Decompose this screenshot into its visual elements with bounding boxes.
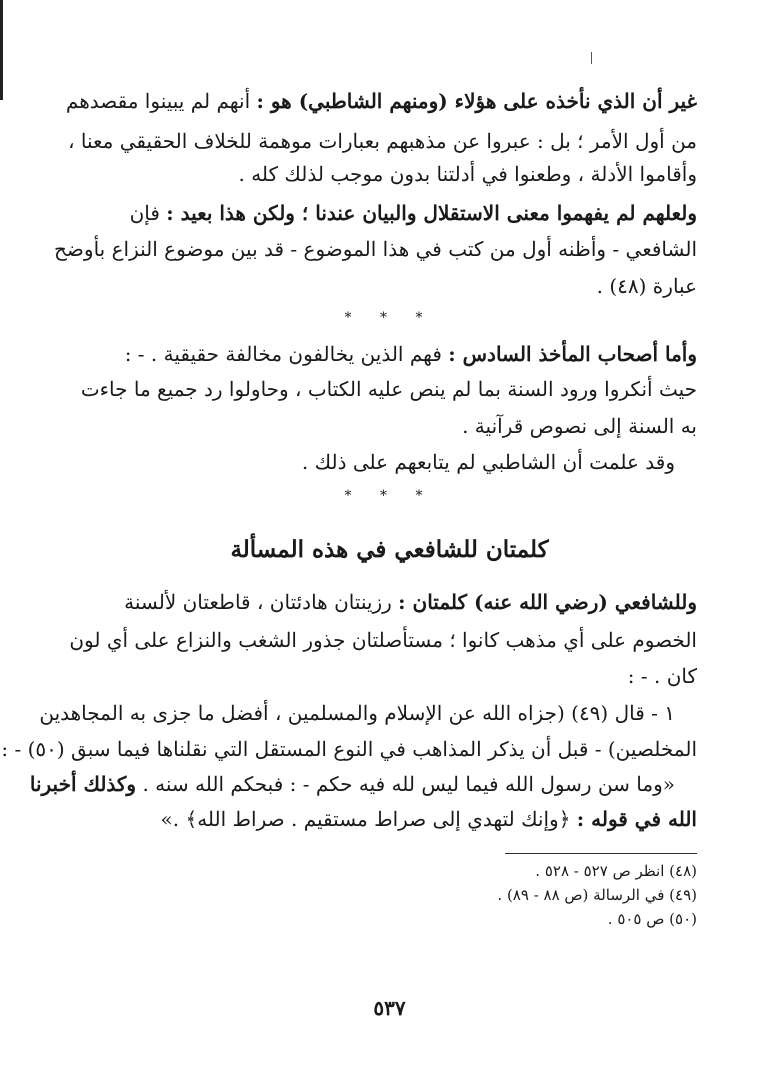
separator-stars-2: * * * <box>344 488 435 504</box>
p3-line4: وقد علمت أن الشاطبي لم يتابعهم على ذلك . <box>301 450 675 474</box>
p2-line1: ولعلهم لم يفهموا معنى الاستقلال والبيان عندنا ؛ ولكن هذا بعيد : فإن <box>129 201 697 225</box>
p1-line1: غير أن الذي نأخذه على هؤلاء (ومنهم الشاطبي) هو : أنهم لم يبينوا مقصدهم <box>65 89 697 113</box>
p1-line2: من أول الأمر ؛ بل : عبروا عن مذهبهم بعبارات موهمة للخلاف الحقيقي معنا ، <box>68 129 697 153</box>
p4-line1: وللشافعي (رضي الله عنه) كلمتان : رزينتان هادئتان ، قاطعتان لألسنة <box>124 590 697 614</box>
footnote-rule <box>505 853 697 854</box>
p5-line2: المخلصين) - قبل أن يذكر المذاهب في النوع المستقل التي نقلناها فيما سبق (٥٠) - : <box>1 737 697 761</box>
p4-line2: الخصوم على أي مذهب كانوا ؛ مستأصلتان جذور الشغب والنزاع على أي لون <box>69 628 697 652</box>
page-edge-mark <box>0 0 3 100</box>
margin-tick <box>591 52 592 64</box>
footnote-48: (٤٨) انظر ص ٥٢٧ - ٥٢٨ . <box>535 862 697 880</box>
p2-line3: عبارة (٤٨) . <box>596 274 697 298</box>
p5-line4: الله في قوله : ﴿وإنك لتهدي إلى صراط مستقيم . صراط الله﴾ .» <box>160 807 697 831</box>
p3-line2: حيث أنكروا ورود السنة بما لم ينص عليه الكتاب ، وحاولوا رد جميع ما جاءت <box>80 377 697 401</box>
p5-line3: «وما سن رسول الله فيما ليس لله فيه حكم - : فبحكم الله سنه . وكذلك أخبرنا <box>29 772 675 796</box>
separator-stars-1: * * * <box>344 310 435 326</box>
footnote-49: (٤٩) في الرسالة (ص ٨٨ - ٨٩) . <box>497 886 697 904</box>
section-heading: كلمتان للشافعي في هذه المسألة <box>230 536 549 563</box>
p1-line3: وأقاموا الأدلة ، وطعنوا في أدلتنا بدون موجب لذلك كله . <box>238 162 697 186</box>
p4-line3: كان . - : <box>627 664 697 688</box>
p3-line3: به السنة إلى نصوص قرآنية . <box>462 414 697 438</box>
p3-line1: وأما أصحاب المأخذ السادس : فهم الذين يخالفون مخالفة حقيقية . - : <box>124 342 697 366</box>
footnote-50: (٥٠) ص ٥٠٥ . <box>607 910 697 928</box>
page-number: ٥٣٧ <box>373 996 406 1020</box>
p2-line2: الشافعي - وأظنه أول من كتب في هذا الموضوع - قد بين موضوع النزاع بأوضح <box>54 237 697 261</box>
p5-line1: ١ - قال (٤٩) (جزاه الله عن الإسلام والمسلمين ، أفضل ما جزى به المجاهدين <box>39 701 675 725</box>
